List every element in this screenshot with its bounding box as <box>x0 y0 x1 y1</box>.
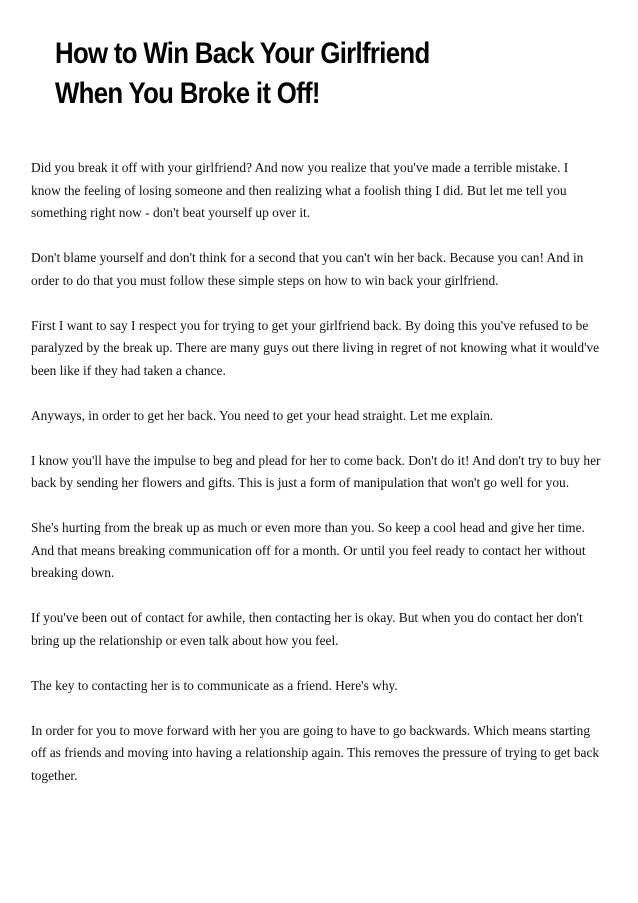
paragraph-4: Anyways, in order to get her back. You need to get your head straight. Let me explain. <box>31 407 494 423</box>
paragraph-3: First I want to say I respect you for trying to get your girlfriend back. By doing this you've refused to be paralyzed by the break up. There are many guys out there living in regret of not knowing what it would've been like if they had taken a chance. <box>31 317 600 378</box>
paragraph-6: She's hurting from the break up as much or even more than you. So keep a cool head and give her time. And that means breaking communication off for a month. Or until you feel ready to contact her without breaking down. <box>31 520 586 580</box>
document-body <box>31 157 601 810</box>
paragraph-9: In order for you to move forward with her you are going to have to go backwards. Which means starting off as friends and moving into having a relationship again. This removes the pressure of trying to get back together. <box>31 722 600 783</box>
paragraph-2: Don't blame yourself and don't think for a second that you can't win her back. Because you can! And in order to do that you must follow these simple steps on how to win back your girlfriend. <box>31 250 584 288</box>
title-line-2: When You Broke it Off! <box>55 77 320 110</box>
paragraph-1: Did you break it off with your girlfriend? And now you realize that you've made a terrible mistake. I know the feeling of losing someone and then realizing what a foolish thing I did. But let me tell you something right now - don't beat yourself up over it. <box>31 160 569 220</box>
title-line-1: How to Win Back Your Girlfriend <box>55 37 430 70</box>
document-title <box>55 34 537 114</box>
paragraph-8: The key to contacting her is to communicate as a friend. Here's why. <box>31 677 398 693</box>
paragraph-7: If you've been out of contact for awhile, then contacting her is okay. But when you do contact her don't bring up the relationship or even talk about how you feel. <box>31 610 583 648</box>
paragraph-5: I know you'll have the impulse to beg and plead for her to come back. Don't do it! And don't try to buy her back by sending her flowers and gifts. This is just a form of manipulation that won't go well for you. <box>31 452 601 490</box>
